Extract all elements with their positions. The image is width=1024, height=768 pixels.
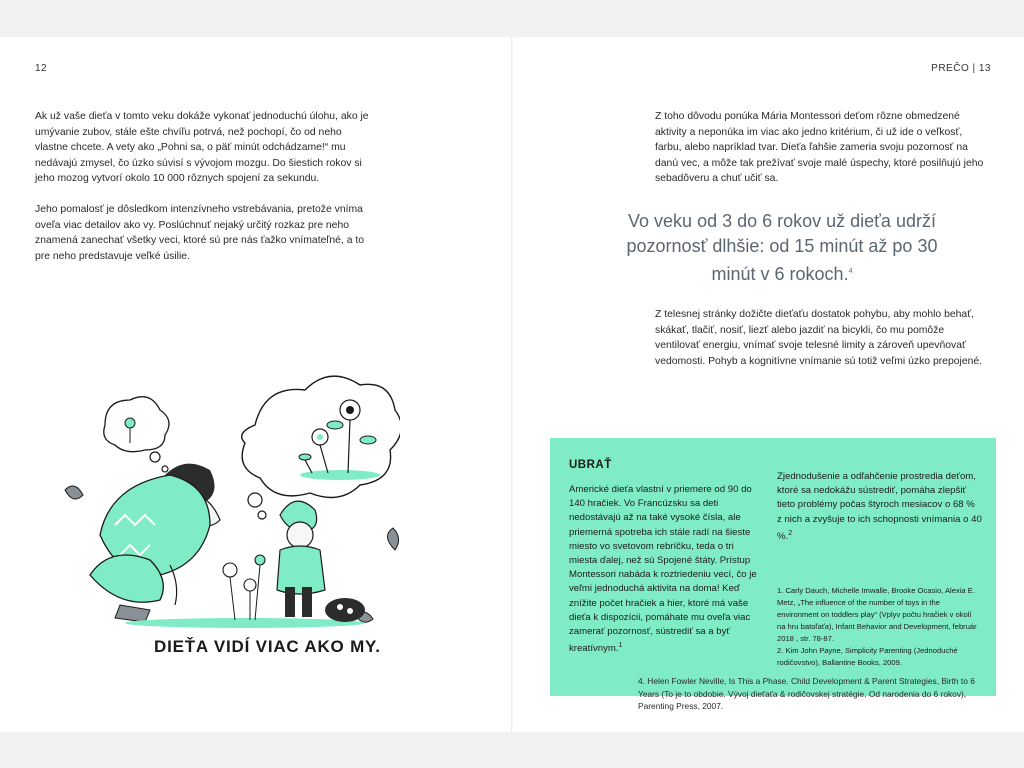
box-title: UBRAŤ	[569, 459, 612, 471]
footnote-4: 4. Helen Fowler Neville, Is This a Phase. Child Development & Parent Strategies, Birth to 6 Years (To je to obdobie. Vývoj dieťaťa & rodičovskej stratégie, Od narodenia do 6 rokov), Parenting Press, 2007.	[638, 676, 975, 712]
left-page-number: 12	[35, 63, 48, 74]
pull-quote-text: Vo veku od 3 do 6 rokov už dieťa udrží pozornosť dlhšie: od 15 minút až po 30 minút v 6 rokoch.	[626, 211, 938, 284]
box-column-2	[777, 470, 982, 544]
box-notes	[777, 585, 982, 669]
right-running-head: PREČO | 13	[931, 63, 991, 74]
box-note-2: 2. Kim John Payne, Simplicity Parenting (Jednoduché rodičovstvo), Ballantine Books, 2009.	[777, 646, 958, 667]
illustration-caption: DIEŤA VIDÍ VIAC AKO MY.	[154, 637, 381, 656]
book-gutter	[511, 37, 513, 732]
pull-quote-ref: 4	[848, 268, 853, 275]
box-column-1-text: Americké dieťa vlastní v priemere od 90 do 140 hračiek. Vo Francúzsku sa deti nedostávajú až na také vysoké čísla, ale priemerná spotreba ich stále radí na šieste miesto vo svetovom rebríčku, teda o tri miesta ďalej, než sú Spojené štáty. Prístup Montessori nabáda k roztriedeniu vecí, čo je veľmi jednoduchá aktivita na doma! Keď znížite počet hračiek a hier, ktoré má vaše dieťa k dispozícii, pomáhate mu oveľa viac zamerať pozornosť, sústrediť sa a byť kreatívnym.	[569, 484, 757, 655]
box-column-1	[569, 483, 761, 657]
box-column-2-text: Zjednodušenie a odľahčenie prostredia deťom, ktoré sa nedokážu sústrediť, pomáha zlepšiť tieto problémy počas štyroch mesiacov o 68 % z nich a zvyšuje to ich schopnosti vnímania o 40 %.	[777, 471, 982, 542]
leaf-icon	[387, 528, 398, 550]
box-note-1: 1. Carly Dauch, Michelle Imwalle, Brooke Ocasio, Alexia E. Metz, „The influence of the number of toys in the environment on toddlers play“ (Vplyv počtu hračiek v okolí na hru batoľaťa), Infant Behavior and Development, február 2018 , str. 78-87.	[777, 586, 977, 643]
leaf-icon	[65, 486, 83, 499]
pull-quote	[610, 209, 954, 287]
right-paragraph-1: Z toho dôvodu ponúka Mária Montessori deťom rôzne obmedzené aktivity a neponúka im viac ako jedno kritérium, či už ide o veľkosť, farbu, alebo napríklad tvar. Dieťa ľahšie zameria svoju pozornosť na danú vec, a môže tak prežívať svoje malé úspechy, ktoré posilňujú jeho sebadôveru a chuť učiť sa.	[655, 111, 984, 185]
left-body-text	[35, 109, 375, 279]
thought-bubble-flowers	[242, 376, 400, 519]
left-paragraph-2: Jeho pomalosť je dôsledkom intenzívneho vstrebávania, pretože vníma oveľa viac detailov ako vy. Poslúchnuť nejaký určitý rozkaz pre neho znamená zanechať všetky veci, ktoré sú pre nás ťažko vnímateľné, a to pre neho predstavuje veľké úsilie.	[35, 203, 365, 262]
right-paragraph-2: Z telesnej stránky dožičte dieťaťu dostatok pohybu, aby mohlo behať, skákať, tlačiť, nosiť, liezť alebo jazdiť na bicykli, čo mu pomôže ventilovať energiu, vnímať svoje telesné limity a zároveň upevňovať vedomosti. Pohyb a kognitívne vnímanie sú totiž veľmi úzko prepojené.	[655, 309, 983, 367]
child-figure	[277, 501, 325, 617]
adult-and-child-illustration	[50, 365, 400, 630]
left-paragraph-1: Ak už vaše dieťa v tomto veku dokáže vykonať jednoduchú úlohu, ako je umývanie zubov, stále ešte chvíľu potrvá, než pochopí, čo od neho vlastne chcete. A vety ako „Pohni sa, o päť minút odchádzame!“ mu nedávajú zmysel, čo úzko súvisí s vývojom mozgu. Do šiestich rokov si jeho mozog vytvorí okolo 10 000 rôznych spojení za sekundu.	[35, 111, 369, 185]
box-column-1-ref: 1	[618, 642, 623, 650]
thought-bubble-small	[104, 397, 169, 472]
book-spread	[0, 37, 1024, 732]
sidebar-box	[550, 438, 996, 696]
adult-figure	[90, 464, 220, 622]
box-column-2-ref: 2	[788, 529, 793, 537]
